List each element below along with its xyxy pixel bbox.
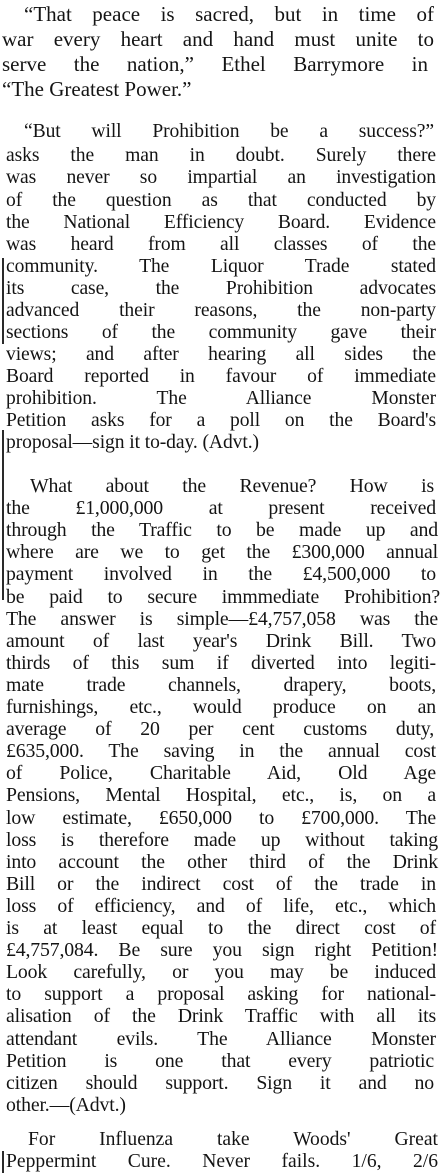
text-line: Petition is one that every patriotic bbox=[6, 1049, 434, 1072]
text-line: community. The Liquor Trade stated bbox=[6, 256, 436, 277]
text-line: Petition asks for a poll on the Board's bbox=[6, 410, 436, 431]
text-line: Peppermint Cure. Never fails. 1/6, 2/6 bbox=[6, 1150, 438, 1172]
text-line: sections of the community gave their bbox=[6, 322, 436, 343]
text-line: other.—(Advt.) bbox=[6, 1093, 126, 1116]
text-line: “The Greatest Power.” bbox=[2, 77, 192, 101]
column-rule bbox=[2, 258, 4, 344]
text-line: the National Efficiency Board. Evidence bbox=[6, 212, 436, 233]
text-line: For Influenza take Woods' Great bbox=[28, 1128, 438, 1150]
text-line: £635,000. The saving in the annual cost bbox=[6, 740, 436, 763]
text-line: citizen should support. Sign it and no bbox=[6, 1071, 434, 1094]
text-line: Board reported in favour of immediate bbox=[6, 366, 436, 387]
text-line: What about the Revenue? How is bbox=[30, 475, 434, 497]
text-line: prohibition. The Alliance Monster bbox=[6, 388, 436, 409]
text-line: alisation of the Drink Traffic with all its bbox=[6, 1005, 436, 1028]
text-line: The answer is simple—£4,757,058 was the bbox=[6, 607, 438, 630]
text-line: attendant evils. The Alliance Monster bbox=[6, 1027, 436, 1050]
text-line: was heard from all classes of the bbox=[6, 234, 436, 255]
text-line: “That peace is sacred, but in time of bbox=[24, 2, 434, 26]
text-line: the £1,000,000 at present received bbox=[6, 497, 436, 520]
text-line: views; and after hearing all sides the bbox=[6, 344, 436, 365]
column-rule bbox=[2, 1151, 4, 1173]
text-line: asks the man in doubt. Surely there bbox=[6, 145, 436, 166]
text-line: Look carefully, or you may be induced bbox=[6, 961, 436, 984]
text-line: Bill or the indirect cost of the trade in bbox=[6, 872, 436, 895]
text-line: amount of last year's Drink Bill. Two bbox=[6, 629, 436, 652]
text-line: proposal—sign it to-day. (Advt.) bbox=[6, 432, 259, 453]
text-line: to support a proposal asking for national- bbox=[6, 983, 436, 1006]
text-line: is at least equal to the direct cost of bbox=[6, 917, 436, 939]
text-line: “But will Prohibition be a success?” bbox=[24, 121, 434, 142]
text-line: low estimate, £650,000 to £700,000. The bbox=[6, 806, 436, 829]
text-line: its case, the Prohibition advocates bbox=[6, 278, 436, 299]
text-line: where are we to get the £300,000 annual bbox=[6, 541, 438, 564]
text-line: through the Traffic to be made up and bbox=[6, 519, 438, 542]
text-line: furnishings, etc., would produce on an bbox=[6, 696, 436, 718]
text-line: loss is therefore made up without taking bbox=[6, 828, 438, 851]
column-rule bbox=[2, 430, 4, 600]
text-line: of the question as that conducted by bbox=[6, 190, 436, 211]
text-line: loss of efficiency, and of life, etc., which bbox=[6, 894, 436, 917]
text-line: advanced their reasons, the non-party bbox=[6, 300, 436, 321]
text-line: into account the other third of the Drink bbox=[6, 850, 438, 873]
text-line: £4,757,084. Be sure you sign right Petition! bbox=[6, 939, 438, 962]
text-line: war every heart and hand must unite to bbox=[2, 27, 434, 51]
text-line: average of 20 per cent customs duty, bbox=[6, 718, 434, 741]
text-line: was never so impartial an investigation bbox=[6, 167, 436, 188]
text-line: mate trade channels, drapery, boots, bbox=[6, 673, 436, 696]
text-line: thirds of this sum if diverted into legiti- bbox=[6, 651, 436, 674]
text-line: of Police, Charitable Aid, Old Age bbox=[6, 762, 436, 785]
text-line: payment involved in the £4,500,000 to bbox=[6, 563, 436, 586]
text-line: be paid to secure immmediate Prohibition? bbox=[6, 585, 440, 608]
text-line: serve the nation,” Ethel Barrymore in bbox=[2, 52, 428, 76]
text-line: Pensions, Mental Hospital, etc., is, on a bbox=[6, 784, 436, 807]
